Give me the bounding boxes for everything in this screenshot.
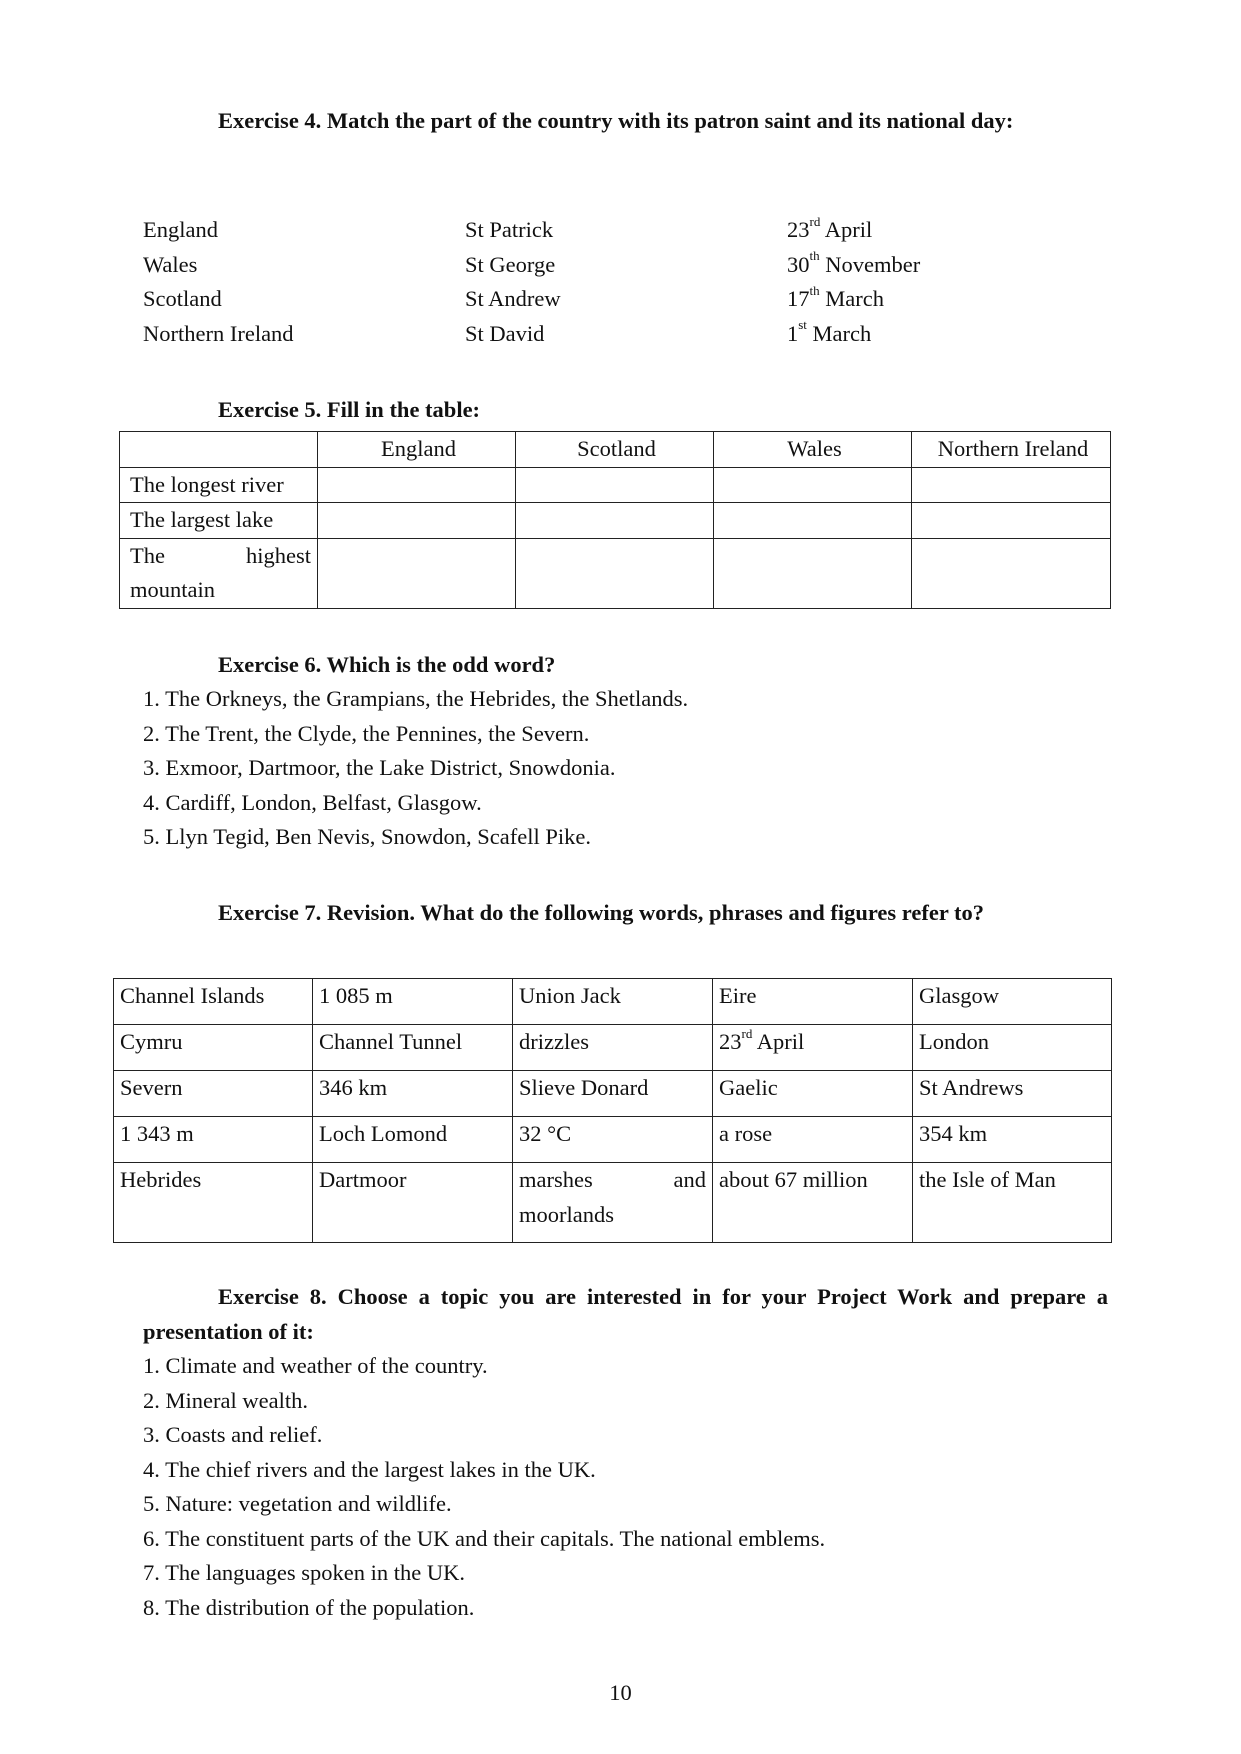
column-header: Wales — [714, 432, 912, 468]
list-item: 3. Coasts and relief. — [143, 1422, 323, 1447]
list-item: 7. The languages spoken in the UK. — [143, 1560, 466, 1585]
national-day: 1st March — [787, 317, 872, 346]
answer-cell[interactable] — [714, 503, 912, 539]
list-item: 4. The chief rivers and the largest lakes in the UK. — [143, 1456, 596, 1482]
table-cell — [120, 432, 318, 468]
table-cell: about 67 million — [713, 1163, 913, 1243]
table-row — [120, 467, 1111, 503]
table-cell: St Andrews — [913, 1071, 1112, 1117]
list-item: 5. Nature: vegetation and wildlife. — [143, 1491, 452, 1516]
list-item: 3. Exmoor, Dartmoor, the Lake District, Snowdonia. — [143, 755, 616, 780]
saint-name: St David — [465, 320, 545, 346]
table-cell: 1 085 m — [313, 979, 513, 1025]
answer-cell[interactable] — [714, 467, 912, 503]
saint-name: St Andrew — [465, 286, 561, 311]
table-cell: Cymru — [114, 1025, 313, 1071]
table-cell: Glasgow — [913, 979, 1112, 1025]
list-item: 1. The Orkneys, the Grampians, the Hebrides, the Shetlands. — [143, 686, 689, 711]
table-cell: a rose — [713, 1117, 913, 1163]
table-cell: Hebrides — [114, 1163, 313, 1243]
exercise-4-title: Exercise 4. Match the part of the country with its patron saint and its national day: — [218, 108, 1014, 133]
answer-cell[interactable] — [318, 538, 516, 608]
match-list — [143, 213, 1108, 351]
list-item: 2. The Trent, the Clyde, the Pennines, the Severn. — [143, 720, 590, 746]
match-row — [143, 248, 1108, 283]
list-item: 2. Mineral wealth. — [143, 1387, 308, 1413]
fill-in-table — [119, 431, 1111, 609]
table-row — [114, 1163, 1112, 1243]
list-item: 1. Climate and weather of the country. — [143, 1353, 488, 1378]
answer-cell[interactable] — [318, 467, 516, 503]
answer-cell[interactable] — [516, 538, 714, 608]
answer-cell[interactable] — [318, 503, 516, 539]
country-name: England — [143, 217, 218, 242]
exercise-5-title: Exercise 5. Fill in the table: — [218, 397, 481, 422]
column-header: Northern Ireland — [912, 432, 1111, 468]
exercise-8-title: Exercise 8. Choose a topic you are interested in for your Project Work and prepare a presentation of it: — [143, 1284, 1108, 1344]
table-cell: Severn — [114, 1071, 313, 1117]
row-label: The highest mountain — [120, 538, 318, 608]
table-cell: Eire — [713, 979, 913, 1025]
answer-cell[interactable] — [912, 467, 1111, 503]
match-row — [143, 317, 1108, 352]
country-name: Wales — [143, 251, 198, 277]
answer-cell[interactable] — [714, 538, 912, 608]
answer-cell[interactable] — [516, 467, 714, 503]
national-day: 23rd April — [787, 213, 873, 242]
table-row — [114, 979, 1112, 1025]
table-cell: Slieve Donard — [513, 1071, 713, 1117]
table-header-row — [120, 432, 1111, 468]
answer-cell[interactable] — [516, 503, 714, 539]
list-item: 5. Llyn Tegid, Ben Nevis, Snowdon, Scafell Pike. — [143, 824, 591, 849]
country-name: Northern Ireland — [143, 320, 294, 346]
table-row — [114, 1071, 1112, 1117]
table-cell: 23rd April — [713, 1025, 913, 1071]
row-label: The longest river — [120, 467, 318, 503]
table-cell: 346 km — [313, 1071, 513, 1117]
table-cell: Channel Tunnel — [313, 1025, 513, 1071]
list-item: 6. The constituent parts of the UK and their capitals. The national emblems. — [143, 1525, 826, 1551]
table-cell: Loch Lomond — [313, 1117, 513, 1163]
table-row — [114, 1025, 1112, 1071]
saint-name: St George — [465, 251, 556, 277]
list-item: 8. The distribution of the population. — [143, 1594, 475, 1620]
revision-table — [113, 978, 1112, 1243]
table-row — [114, 1117, 1112, 1163]
match-row — [143, 282, 1108, 317]
project-topics-list — [143, 1349, 1123, 1625]
table-cell: Dartmoor — [313, 1163, 513, 1243]
answer-cell[interactable] — [912, 503, 1111, 539]
match-row — [143, 213, 1108, 248]
national-day: 30th November — [787, 248, 921, 277]
odd-word-list — [143, 682, 1123, 855]
table-row — [120, 538, 1111, 608]
table-cell: Gaelic — [713, 1071, 913, 1117]
table-cell: 1 343 m — [114, 1117, 313, 1163]
country-name: Scotland — [143, 286, 222, 311]
answer-cell[interactable] — [912, 538, 1111, 608]
table-cell: the Isle of Man — [913, 1163, 1112, 1243]
column-header: Scotland — [516, 432, 714, 468]
national-day: 17th March — [787, 282, 884, 311]
table-row — [120, 503, 1111, 539]
saint-name: St Patrick — [465, 217, 554, 242]
exercise-6-title: Exercise 6. Which is the odd word? — [218, 652, 556, 677]
table-cell: Channel Islands — [114, 979, 313, 1025]
table-cell: 354 km — [913, 1117, 1112, 1163]
list-item: 4. Cardiff, London, Belfast, Glasgow. — [143, 789, 482, 815]
exercise-7-title: Exercise 7. Revision. What do the following words, phrases and figures refer to? — [218, 900, 985, 925]
table-cell: drizzles — [513, 1025, 713, 1071]
table-cell: Union Jack — [513, 979, 713, 1025]
column-header: England — [318, 432, 516, 468]
table-cell: marshes and moorlands — [513, 1163, 713, 1243]
row-label: The largest lake — [120, 503, 318, 539]
page-number: 10 — [609, 1680, 632, 1705]
table-cell: 32 °C — [513, 1117, 713, 1163]
table-cell: London — [913, 1025, 1112, 1071]
